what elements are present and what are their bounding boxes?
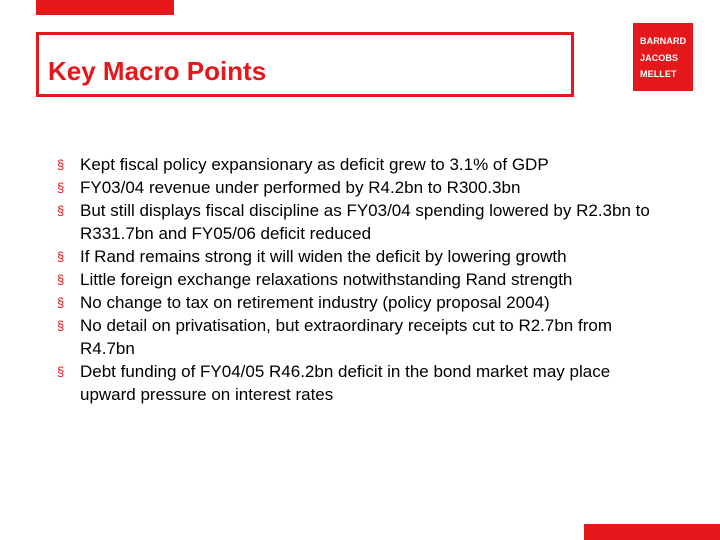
logo-line-1: BARNARD [640,36,687,46]
bullet-marker-icon: § [57,249,65,264]
bullet-marker-icon: § [57,157,65,172]
top-accent-bar [36,0,174,15]
logo-line-2: JACOBS [640,53,679,63]
bullet-item [57,291,667,314]
bullet-marker-icon: § [57,364,65,379]
bottom-accent-bar [584,524,720,540]
bullet-text: If Rand remains strong it will widen the deficit by lowering growth [80,247,567,266]
bullet-text: FY03/04 revenue under performed by R4.2bn to R300.3bn [80,178,521,197]
bullet-marker-icon: § [57,318,65,333]
title-box [36,32,574,97]
bullet-marker-icon: § [57,203,65,218]
bullet-item [57,314,667,360]
bullet-item [57,245,667,268]
bullet-text: Little foreign exchange relaxations notwithstanding Rand strength [80,270,573,289]
bullet-item [57,268,667,291]
bullet-text: But still displays fiscal discipline as FY03/04 spending lowered by R2.3bn to R331.7bn and FY05/06 deficit reduced [80,201,650,243]
bullet-item [57,176,667,199]
slide-title: Key Macro Points [48,56,267,86]
bullet-marker-icon: § [57,272,65,287]
company-logo [633,23,693,91]
bullet-text: No detail on privatisation, but extraordinary receipts cut to R2.7bn from R4.7bn [80,316,612,358]
bullet-marker-icon: § [57,295,65,310]
bullet-item [57,360,667,406]
bullet-item [57,153,667,176]
bullet-text: Kept fiscal policy expansionary as deficit grew to 3.1% of GDP [80,155,549,174]
bullet-text: Debt funding of FY04/05 R46.2bn deficit in the bond market may place upward pressure on interest rates [80,362,611,404]
bullet-list [57,153,667,406]
bullet-item [57,199,667,245]
bullet-marker-icon: § [57,180,65,195]
bullet-text: No change to tax on retirement industry (policy proposal 2004) [80,293,550,312]
logo-line-3: MELLET [640,69,677,79]
